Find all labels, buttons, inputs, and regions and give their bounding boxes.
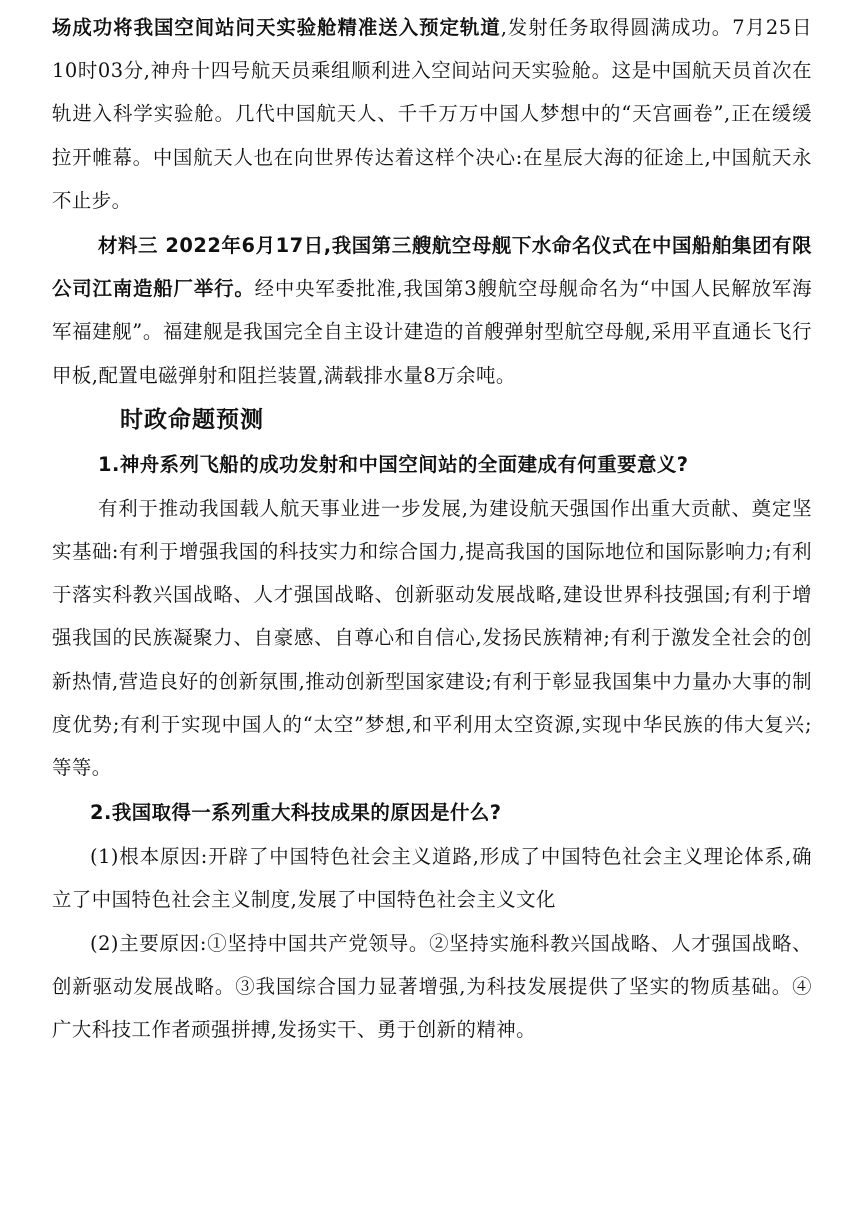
document-page <box>52 6 812 1051</box>
bold-lead-text: 场成功将我国空间站问天实验舱精准送入预定轨道 <box>52 16 501 39</box>
paragraph-text: 经中央军委批准,我国第3艘航空母舰命名为“中国人民解放军海军福建舰”。福建舰是我国完全自主设计建造的首艘弹射型航空母舰,采用平直通长飞行甲板,配置电磁弹射和阻拦装置,满载排水量8万余吨。 <box>52 277 813 387</box>
section-title: 时政命题预测 <box>120 406 264 433</box>
answer-2-root-cause: (1)根本原因:开辟了中国特色社会主义道路,形成了中国特色社会主义理论体系,确立了中国特色社会主义制度,发展了中国特色社会主义文化 <box>52 845 812 912</box>
answer-2-main-cause: (2)主要原因:①坚持中国共产党领导。②坚持实施科教兴国战略、人才强国战略、创新驱动发展战略。③我国综合国力显著增强,为科技发展提供了坚实的物质基础。④广大科技工作者顽强拼搏,发扬实干、勇于创新的精神。 <box>52 931 812 1042</box>
answer-1: 有利于推动我国载人航天事业进一步发展,为建设航天强国作出重大贡献、奠定坚实基础:有利于增强我国的科技实力和综合国力,提高我国的国际地位和国际影响力;有利于落实科教兴国战略、人才强国战略、创新驱动发展战略,建设世界科技强国;有利于增强我国的民族凝聚力、自豪感、自尊心和自信心,发扬民族精神;有利于激发全社会的创新热情,营造良好的创新氛围,推动创新型国家建设;有利于彰显我国集中力量办大事的制度优势;有利于实现中国人的“太空”梦想,和平利用太空资源,实现中华民族的伟大复兴;等等。 <box>52 496 812 780</box>
paragraph-material-two-continued <box>52 6 812 222</box>
paragraph-material-three <box>52 224 812 397</box>
question-2: 2.我国取得一系列重大科技成果的原因是什么? <box>90 801 502 825</box>
bold-lead-text: 材料三 2022年6月17日,我国第三艘航空母舰下水命名仪式在中国船舶集团有限公司江南造船厂举行。 <box>52 234 812 301</box>
paragraph-text: ,发射任务取得圆满成功。7月25日10时03分,神舟十四号航天员乘组顺利进入空间站问天实验舱。这是中国航天员首次在轨进入科学实验舱。几代中国航天人、千千万万中国人梦想中的“天宫画卷”,正在缓缓拉开帷幕。中国航天人也在向世界传达着这样个决心:在星辰大海的征途上,中国航天永不止步。 <box>52 16 812 212</box>
question-1: 1.神舟系列飞船的成功发射和中国空间站的全面建成有何重要意义? <box>98 452 689 476</box>
